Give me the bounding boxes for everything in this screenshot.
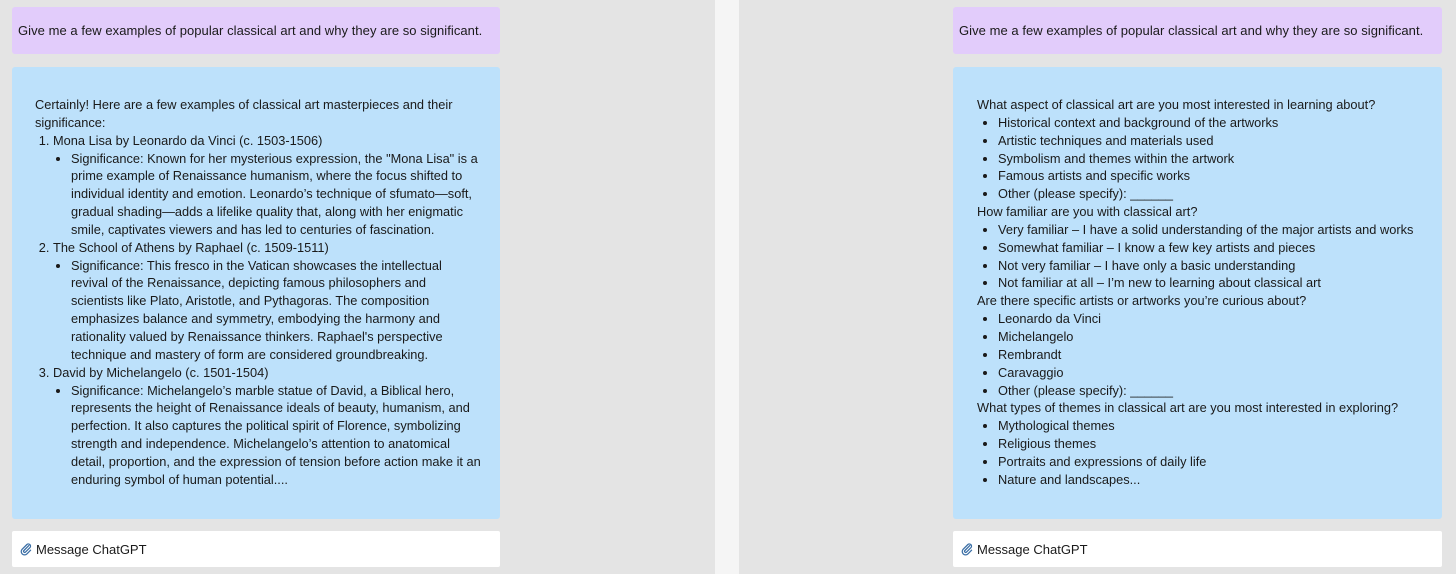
message-input[interactable] xyxy=(953,531,1442,567)
option-item: • Religious themes xyxy=(998,435,1436,453)
right-chat-panel xyxy=(739,0,1456,574)
list-item xyxy=(53,239,482,364)
example-significance: • Significance: Known for her mysterious expression, the "Mona Lisa" is a prime example of Renaissance humanism, where the focus shifted to individual identity and emotion. Leonardo’s technique of sfumato—soft, gradual shading—adds a lifelike quality that, along with her enigmatic smile, captivates viewers and has led to centuries of fascination. xyxy=(71,150,482,239)
question-block xyxy=(977,96,1436,203)
assistant-message-bubble xyxy=(12,67,500,519)
example-title: The School of Athens by Raphael (c. 1509-1511) xyxy=(53,239,329,255)
option-item: • Mythological themes xyxy=(998,417,1436,435)
option-list xyxy=(977,221,1436,292)
question-text: What aspect of classical art are you most interested in learning about? xyxy=(977,97,1376,112)
option-item: • Leonardo da Vinci xyxy=(998,310,1436,328)
user-message-text: Give me a few examples of popular classical art and why they are so significant. xyxy=(18,23,483,38)
option-list xyxy=(977,114,1436,203)
question-block xyxy=(977,399,1436,488)
message-input-placeholder: Message ChatGPT xyxy=(977,541,1088,557)
option-item: • Portraits and expressions of daily life xyxy=(998,453,1436,471)
left-chat-panel xyxy=(0,0,715,574)
option-item: • Somewhat familiar – I know a few key artists and pieces xyxy=(998,239,1436,257)
option-item: • Artistic techniques and materials used xyxy=(998,132,1436,150)
question-block xyxy=(977,292,1436,399)
user-message-bubble xyxy=(12,7,500,54)
example-significance: • Significance: This fresco in the Vatican showcases the intellectual revival of the Renaissance, depicting famous philosophers and scientists like Plato, Aristotle, and Pythagoras. The composition emphasizes balance and symmetry, embodying the harmony and rationality valued by Renaissance thinkers. Raphael's perspective technique and mastery of form are considered groundbreaking. xyxy=(71,257,482,364)
paperclip-icon[interactable] xyxy=(960,542,974,556)
user-message-text: Give me a few examples of popular classical art and why they are so significant. xyxy=(959,23,1424,38)
example-title: Mona Lisa by Leonardo da Vinci (c. 1503-1506) xyxy=(53,132,323,148)
list-item xyxy=(53,132,482,239)
example-details xyxy=(53,382,482,489)
option-item: • Rembrandt xyxy=(998,346,1436,364)
examples-list xyxy=(35,132,482,489)
panel-divider xyxy=(715,0,739,574)
example-details xyxy=(53,150,482,239)
question-text: Are there specific artists or artworks you’re curious about? xyxy=(977,293,1307,309)
paperclip-icon[interactable] xyxy=(19,542,33,556)
example-title: David by Michelangelo (c. 1501-1504) xyxy=(53,364,269,380)
option-item: • Famous artists and specific works xyxy=(998,167,1436,185)
example-details xyxy=(53,257,482,364)
message-input-placeholder: Message ChatGPT xyxy=(36,541,147,557)
question-text: How familiar are you with classical art? xyxy=(977,204,1198,220)
option-item: • Not familiar at all – I’m new to learning about classical art xyxy=(998,274,1436,292)
option-item: • Not very familiar – I have only a basic understanding xyxy=(998,257,1436,275)
user-message-bubble xyxy=(953,7,1442,54)
option-item: • Nature and landscapes... xyxy=(998,471,1436,489)
option-item: • Symbolism and themes within the artwork xyxy=(998,150,1436,168)
option-item: • Historical context and background of the artworks xyxy=(998,114,1436,132)
option-list xyxy=(977,417,1436,488)
option-item: • Caravaggio xyxy=(998,364,1436,382)
assistant-message-bubble xyxy=(953,67,1442,519)
option-list xyxy=(977,310,1436,399)
option-item: • Other (please specify): ______ xyxy=(998,382,1436,400)
list-item xyxy=(53,364,482,489)
question-text: What types of themes in classical art are you most interested in exploring? xyxy=(977,400,1399,416)
question-block xyxy=(977,203,1436,292)
option-item: • Other (please specify): ______ xyxy=(998,185,1436,203)
option-item: • Very familiar – I have a solid understanding of the major artists and works xyxy=(998,221,1436,239)
message-input[interactable] xyxy=(12,531,500,567)
example-significance: • Significance: Michelangelo’s marble statue of David, a Biblical hero, represents the height of Renaissance ideals of beauty, humanism, and perfection. It also captures the political spirit of Florence, symbolizing strength and independence. Michelangelo’s attention to anatomical detail, proportion, and the expression of tension before action make it an enduring symbol of human potential.... xyxy=(71,382,482,489)
option-item: • Michelangelo xyxy=(998,328,1436,346)
assistant-intro: Certainly! Here are a few examples of classical art masterpieces and their significance: xyxy=(35,97,453,130)
